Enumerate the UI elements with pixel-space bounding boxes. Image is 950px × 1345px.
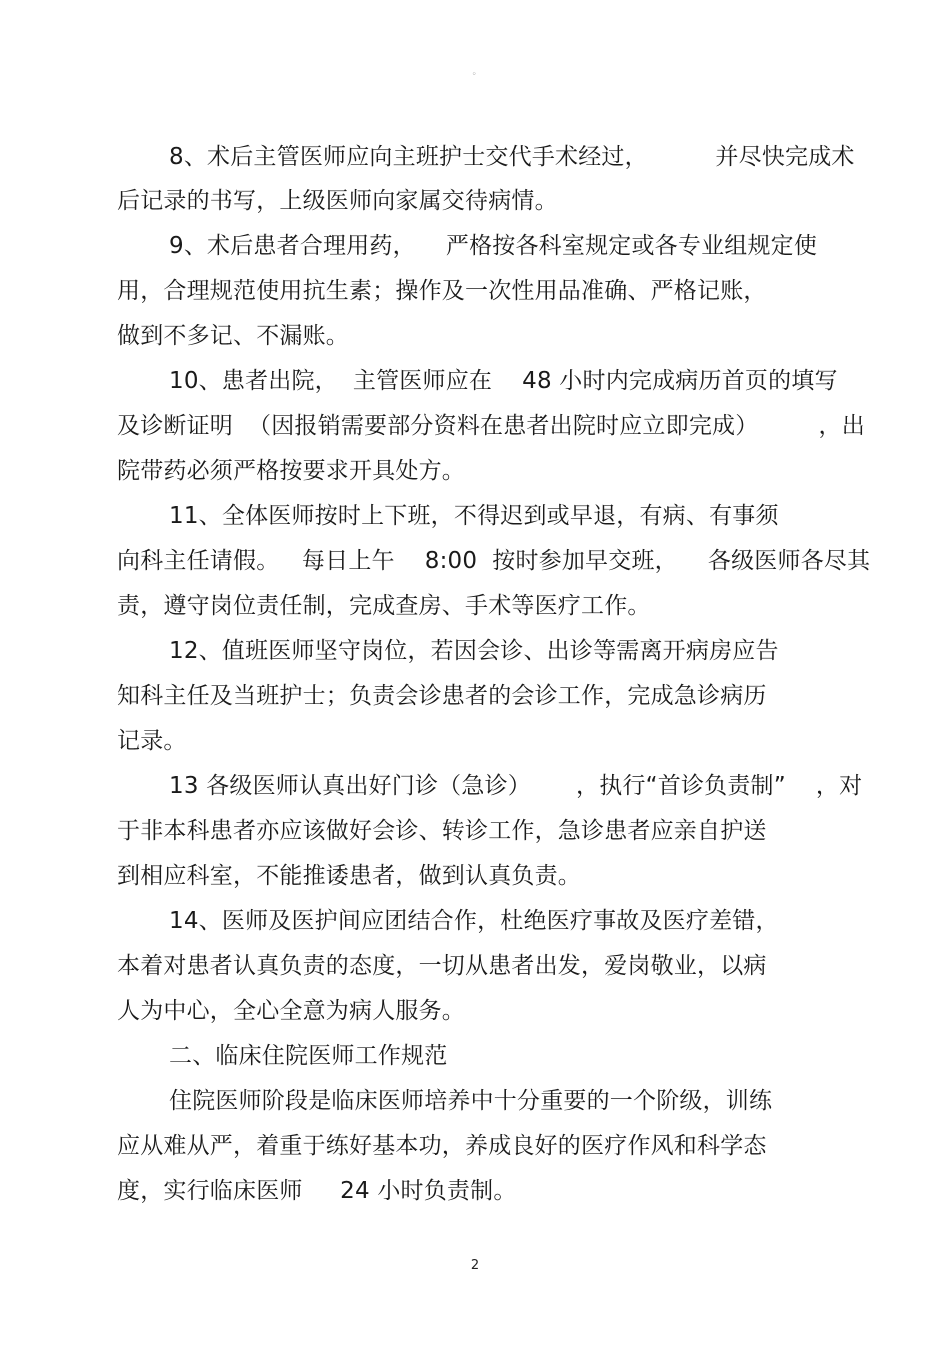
text-line: 人为中心，全心全意为病人服务。	[117, 998, 465, 1024]
text-line: 向科主任请假。 每日上午 8:00 按时参加早交班， 各级医师各尽其	[117, 548, 871, 574]
text-line: 14、医师及医护间应团结合作，杜绝医疗事故及医疗差错，	[169, 908, 779, 934]
text-line: 本着对患者认真负责的态度，一切从患者出发，爱岗敬业，以病	[117, 953, 767, 979]
text-line: 于非本科患者亦应该做好会诊、转诊工作，急诊患者应亲自护送	[117, 818, 767, 844]
text-line: 9、术后患者合理用药， 严格按各科室规定或各专业组规定使	[169, 233, 818, 259]
text-line: 做到不多记、不漏账。	[117, 323, 349, 349]
text-line: 院带药必须严格按要求开具处方。	[117, 458, 465, 484]
text-line: 应从难从严，着重于练好基本功，养成良好的医疗作风和科学态	[117, 1133, 767, 1159]
text-line: 12、值班医师坚守岗位，若因会诊、出诊等需离开病房应告	[169, 638, 779, 664]
section-heading: 二、临床住院医师工作规范	[169, 1043, 448, 1069]
text-line: 度，实行临床医师 24 小时负责制。	[117, 1178, 517, 1204]
text-line: 知科主任及当班护士；负责会诊患者的会诊工作，完成急诊病历	[117, 683, 767, 709]
text-line: 13 各级医师认真出好门诊（急诊） ，执行“首诊负责制” ，对	[169, 773, 863, 799]
page-number: 2	[470, 1258, 480, 1273]
text-line: 到相应科室，不能推诿患者，做到认真负责。	[117, 863, 581, 889]
text-line: 用，合理规范使用抗生素；操作及一次性用品准确、严格记账，	[117, 278, 767, 304]
text-line: 后记录的书写，上级医师向家属交待病情。	[117, 188, 558, 214]
text-line: 记录。	[117, 728, 187, 754]
text-line: 及诊断证明 （因报销需要部分资料在患者出院时应立即完成） ，出	[117, 413, 865, 439]
text-line: 住院医师阶段是临床医师培养中十分重要的一个阶级，训练	[169, 1088, 773, 1114]
top-mark: 。	[472, 67, 482, 77]
text-line: 责，遵守岗位责任制，完成查房、手术等医疗工作。	[117, 593, 651, 619]
text-line: 10、患者出院， 主管医师应在 48 小时内完成病历首页的填写	[169, 368, 838, 394]
text-line: 11、全体医师按时上下班，不得迟到或早退，有病、有事须	[169, 503, 779, 529]
text-line: 8、术后主管医师应向主班护士交代手术经过， 并尽快完成术	[169, 144, 855, 170]
